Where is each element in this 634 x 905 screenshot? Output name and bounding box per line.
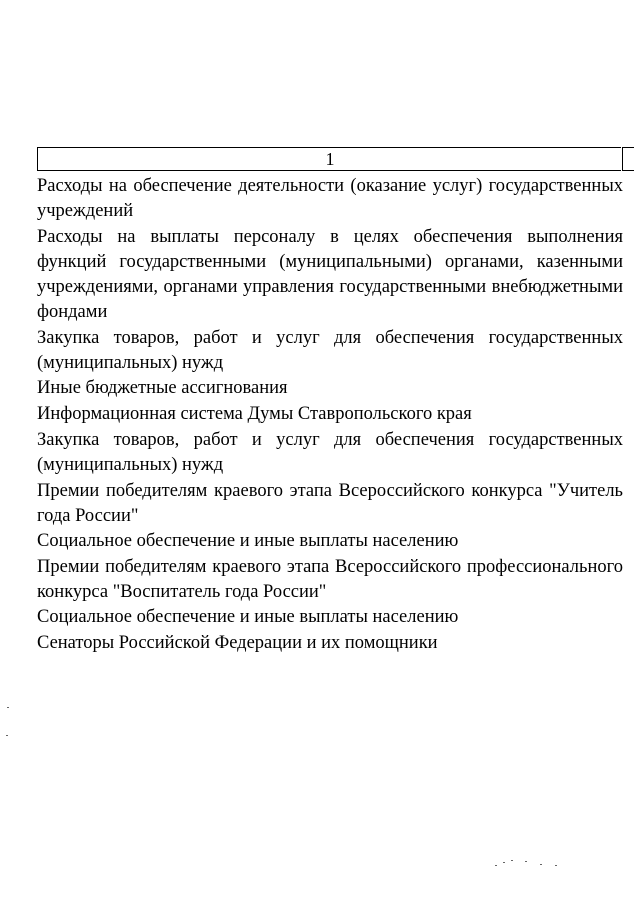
scan-speck	[7, 707, 9, 708]
scan-speck	[555, 865, 557, 866]
table-row: Закупка товаров, работ и услуг для обеспечения государственных (муниципальных) нужд	[37, 430, 623, 475]
table-row: Закупка товаров, работ и услуг для обеспечения государственных (муниципальных) нужд	[37, 328, 623, 373]
table-header-cell-1: 1	[325, 149, 335, 169]
scan-speck	[525, 861, 527, 862]
table-row: Информационная система Думы Ставропольского края	[37, 404, 472, 424]
table-row: Социальное обеспечение и иные выплаты населению	[37, 607, 459, 627]
table-row: Расходы на выплаты персоналу в целях обеспечения выполнения функций государственными (муниципальными) органами, казенными учреждениями, органами управления государственными внебюджетными фондами	[37, 227, 623, 322]
table-body	[37, 174, 623, 656]
table-row: Премии победителям краевого этапа Всероссийского конкурса "Учитель года России"	[37, 481, 623, 526]
table-row: Иные бюджетные ассигнования	[37, 378, 288, 398]
scan-speck	[6, 735, 8, 736]
scan-specks	[495, 858, 565, 868]
table-row: Премии победителям краевого этапа Всероссийского профессионального конкурса "Воспитатель года России"	[37, 557, 623, 602]
scan-speck	[540, 864, 542, 865]
table-header-cell-2	[622, 147, 634, 171]
table-row: Расходы на обеспечение деятельности (оказание услуг) государственных учреждений	[37, 176, 623, 221]
scan-speck	[503, 862, 505, 863]
table-header-row	[37, 147, 621, 171]
scan-speck	[511, 860, 513, 861]
table-row: Социальное обеспечение и иные выплаты населению	[37, 531, 459, 551]
scan-speck-left	[6, 705, 10, 745]
table-row: Сенаторы Российской Федерации и их помощники	[37, 633, 438, 653]
scan-speck	[495, 865, 497, 866]
